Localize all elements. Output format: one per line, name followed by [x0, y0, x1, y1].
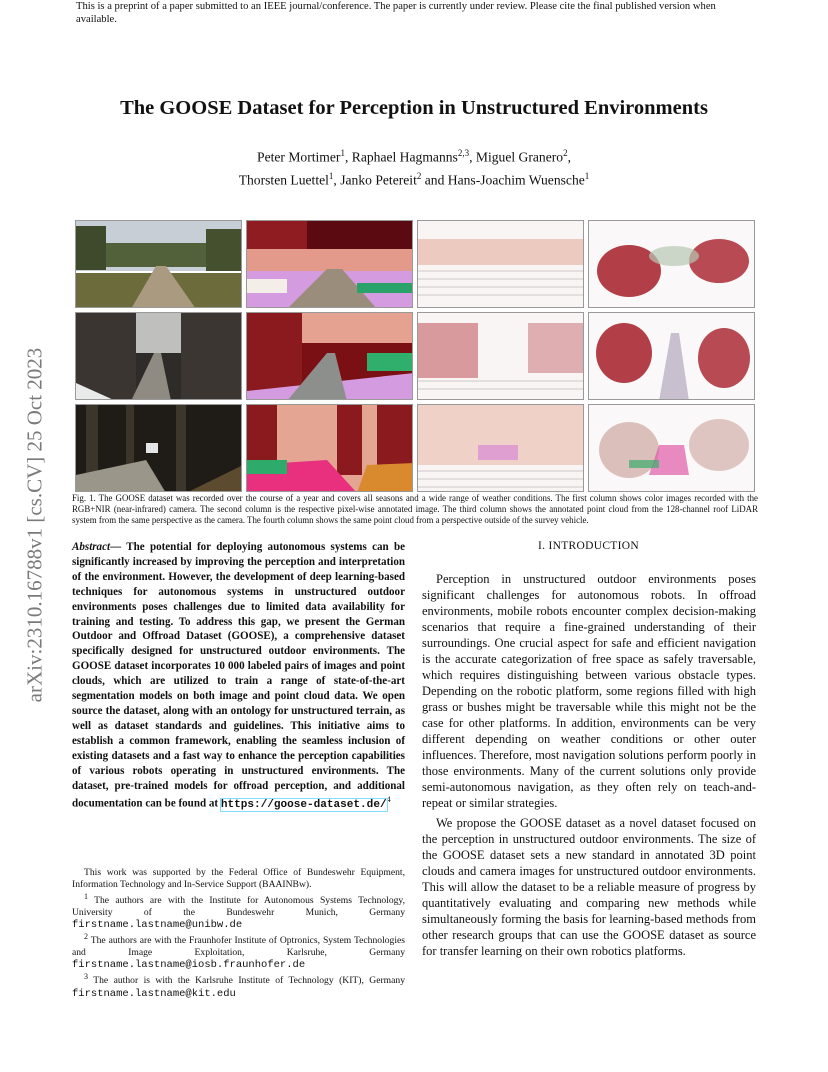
affiliation-mark: 2: [563, 148, 568, 158]
figure-caption: Fig. 1. The GOOSE dataset was recorded over the course of a year and covers all seasons and a wide range of weather conditions. The first column shows color images recorded with the RGB+NIR (near-infrared) camera. The second column is the respective pixel-wise annotated image. The third column shows the annotated point cloud from the 128-channel roof LiDAR system from the same perspective as the camera. The fourth column shows the same point cloud from a perspective outside of the survey vehicle.: [72, 493, 758, 526]
arxiv-sidebar: [20, 290, 50, 760]
author-name: , Raphael Hagmanns: [344, 149, 458, 165]
author-name: and Hans-Joachim Wuensche: [421, 172, 585, 188]
author-separator: ,: [567, 149, 571, 165]
email: firstname.lastname@unibw.de: [72, 919, 243, 932]
author-line-2: [0, 167, 828, 190]
affiliation-mark: 1: [584, 170, 590, 181]
footnote-mark: 2: [84, 932, 88, 942]
footnote-text: The author is with the Karlsruhe Institute of Technology (KIT), Germany: [88, 975, 405, 987]
arxiv-id[interactable]: arXiv:2310.16788v1 [cs.CV] 25 Oct 2023: [22, 347, 47, 703]
preprint-notice: This is a preprint of a paper submitted to an IEEE journal/conference. The paper is currently under review. Please cite the final published version when available.: [76, 1, 716, 25]
author-name: Thorsten Luettel: [238, 172, 329, 188]
footnote-text: The authors are with the Institute for Autonomous Systems Technology, University of the Bundeswehr Munich, Germany: [72, 895, 405, 919]
email: firstname.lastname@iosb.fraunhofer.de: [72, 959, 306, 972]
annotated-pointcloud-outside-view-winter: [588, 312, 755, 400]
email: firstname.lastname@kit.edu: [72, 987, 236, 1000]
author-name: , Miguel Granero: [469, 149, 564, 165]
rgb-image-summer: [75, 220, 242, 308]
footnote-mark: 1: [84, 892, 88, 901]
funding-note: This work was supported by the Federal Office of Bundeswehr Equipment, Information Technology and In-Service Support (BAAINBw).: [72, 867, 405, 890]
footnote-1: [72, 891, 405, 931]
abstract: [72, 540, 405, 813]
annotated-image-winter: [246, 312, 413, 400]
footnote-mark: 3: [84, 972, 88, 982]
rgb-image-autumn: [75, 404, 242, 492]
dataset-link[interactable]: https://goose-dataset.de/: [220, 799, 387, 812]
affiliation-mark: 2,3: [457, 148, 470, 158]
paper-title: The GOOSE Dataset for Perception in Unstructured Environments: [120, 97, 708, 119]
affiliation-mark: 2: [416, 170, 422, 181]
annotated-pointcloud-camera-view-winter: [417, 312, 584, 400]
annotated-pointcloud-outside-view-autumn: [588, 404, 755, 492]
abstract-text: — The potential for deploying autonomous systems can be significantly increased by improving the perception and interpretation of the environment. However, the development of deep learning-based techniques for autonomous systems in unstructured outdoor environments poses challenges due to limited data availability for training and testing. To address this gap, we present the German Outdoor and Offroad Dataset (GOOSE), a comprehensive dataset specifically designed for unstructured outdoor environments. The GOOSE dataset incorporates 10 000 labeled pairs of images and point clouds, which are utilized to train a range of state-of-the-art segmentation models on both image and point cloud data. We open source the dataset, along with an ontology for unstructured terrain, as well as dataset standards and guidelines. This initiative aims to establish a common framework, enabling the seamless inclusion of existing datasets and a fast way to enhance the perception capabilities of various robots operating in unstructured environments. The dataset, pre-trained models for offroad perception, and additional documentation can be found at: [72, 541, 405, 811]
figure-1-grid: [75, 220, 755, 493]
section-heading: I. INTRODUCTION: [538, 540, 639, 552]
annotated-image-summer: [246, 220, 413, 308]
footnotes: [72, 867, 405, 1000]
annotated-pointcloud-outside-view-summer: [588, 220, 755, 308]
annotated-image-autumn: [246, 404, 413, 492]
abstract-label: Abstract: [72, 541, 111, 553]
annotated-pointcloud-camera-view-summer: [417, 220, 584, 308]
footnote-ref: 4: [386, 795, 391, 805]
footnote-3: [72, 971, 405, 999]
annotated-pointcloud-camera-view-autumn: [417, 404, 584, 492]
rgb-image-winter: [75, 312, 242, 400]
introduction-body: [422, 571, 756, 959]
author-name: , Janko Petereit: [333, 172, 417, 188]
intro-paragraph-1: Perception in unstructured outdoor environments poses significant challenges for autonomous robots. In offroad environments, mobile robots encounter complex decision-making scenarios that require a fine-grained understanding of their surroundings. One crucial aspect for safe and efficient navigation is the accurate categorization of free space as safely traversable, which requires distinguishing between various obstacle types. Depending on the robotic platform, some regions filled with high grass or bushes might be traversable while this might not be the case for other platforms. In addition, environments can be very different depending on weather conditions or other outer influences. Therefore, most navigation solutions perform poorly in those environments. Many of the current solutions only provide semi-autonomous navigation, as they often rely on teach-and-repeat or similar strategies.: [422, 572, 756, 810]
author-list: [0, 144, 828, 189]
footnote-text: The authors are with the Fraunhofer Institute of Optronics, System Technologies and Image Exploitation, Karlsruhe, Germany: [72, 935, 405, 959]
author-line-1: [0, 144, 828, 167]
affiliation-mark: 1: [340, 148, 345, 158]
affiliation-mark: 1: [328, 170, 334, 181]
footnote-2: [72, 931, 405, 971]
intro-paragraph-2: We propose the GOOSE dataset as a novel dataset focused on the perception in unstructured outdoor environments. The size of the GOOSE dataset sets a new standard in annotated 3D point clouds and camera images for unstructured outdoor environments. This will allow the dataset to be a reliable measure of progress by quantitatively evaluating and comparing new methods while simultaneously forming the basis for learning-based methods from other research groups that can use the GOOSE dataset as source for transfer learning on their own robotics platforms.: [422, 816, 756, 958]
author-name: Peter Mortimer: [257, 149, 341, 165]
